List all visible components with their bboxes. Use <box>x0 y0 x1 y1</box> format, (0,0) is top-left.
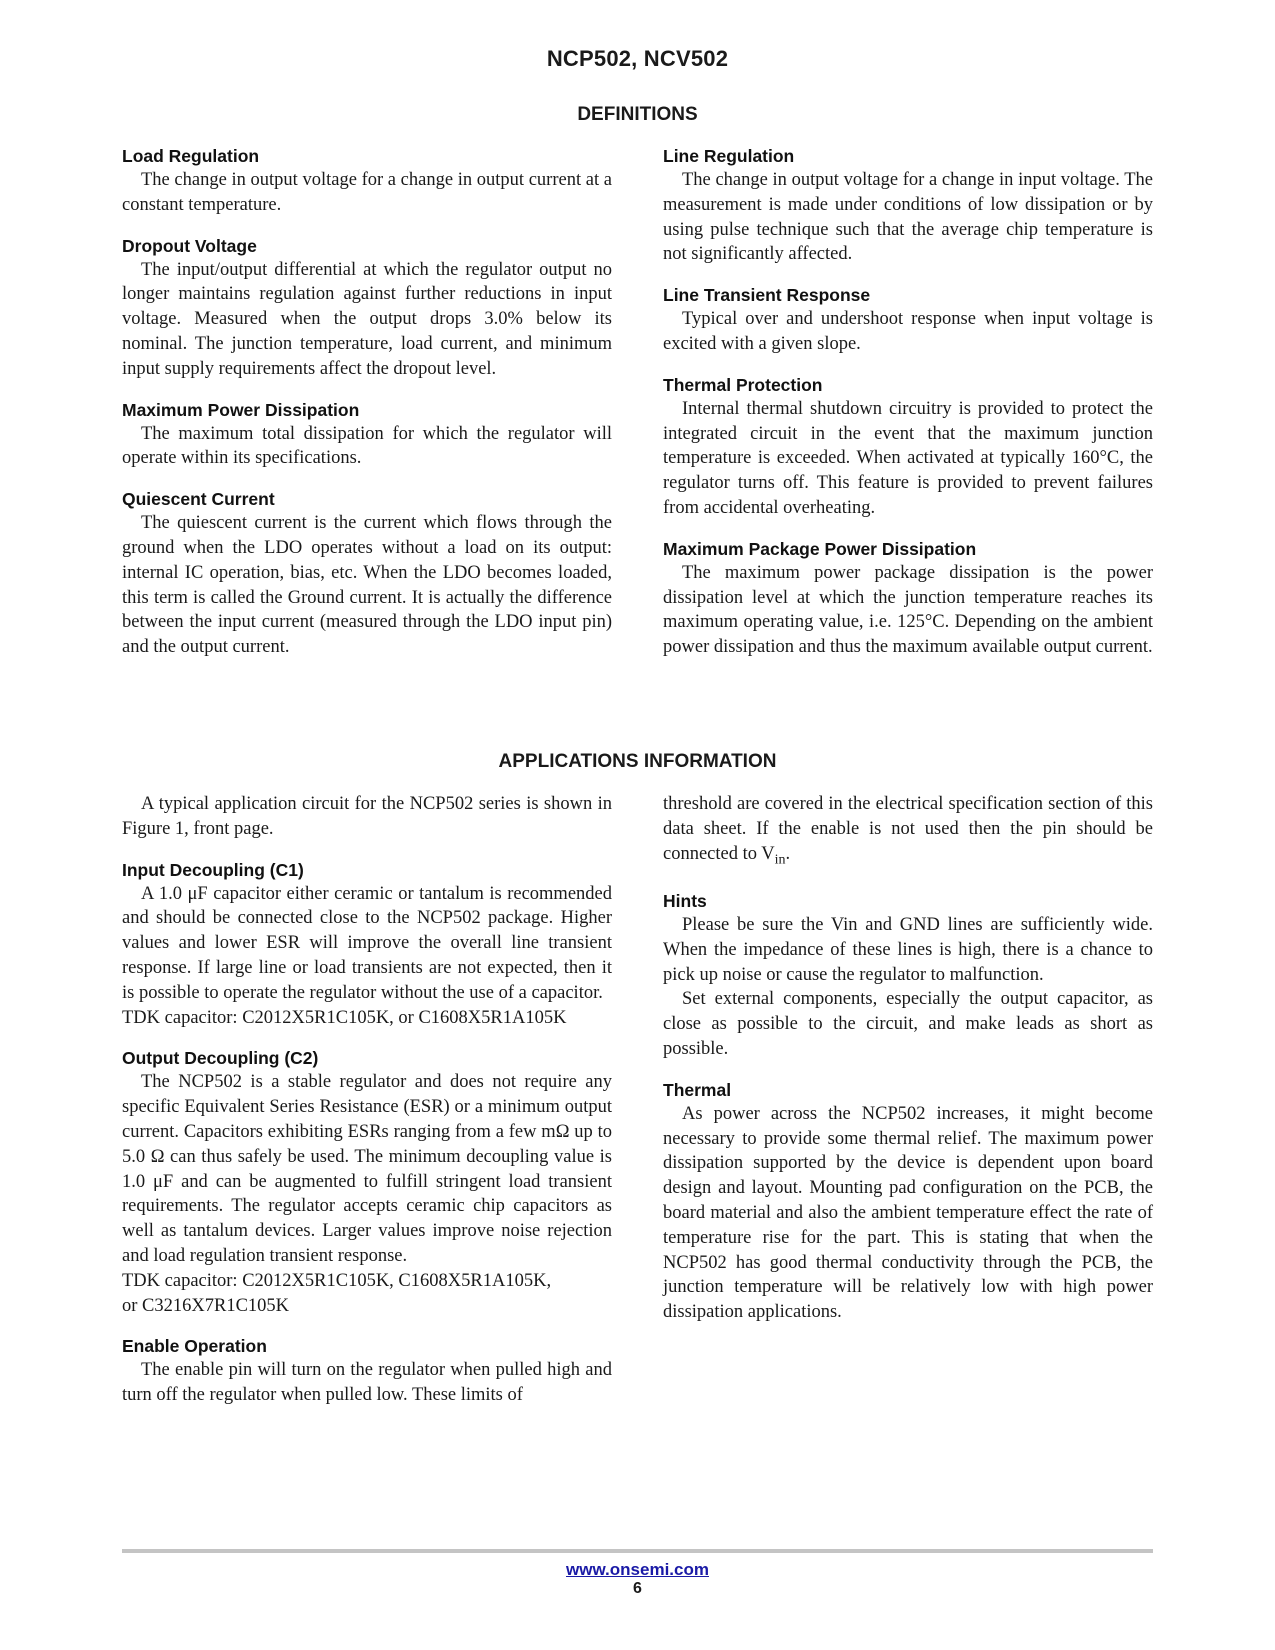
output-decoupling-tdk-line2: or C3216X7R1C105K <box>122 1295 290 1316</box>
definition-text: The input/output differential at which the regulator output no longer maintains regulation against further reductions in input voltage. Measured when the output drops 3.0% below its nominal. The junction temperature, load current, and minimum input supply requirements affect the dropout level. <box>122 259 612 379</box>
definition-heading: Line Regulation <box>663 146 795 166</box>
footer-divider <box>122 1549 1153 1553</box>
definition-maximum-power-dissipation <box>122 398 612 472</box>
definitions-title: DEFINITIONS <box>577 104 698 125</box>
enable-operation-text: The enable pin will turn on the regulator when pulled high and turn off the regulator when pulled low. These limits of <box>122 1360 612 1406</box>
enable-continued-end: . <box>785 843 791 864</box>
definition-thermal-protection <box>663 373 1153 521</box>
enable-continued-main: threshold are covered in the electrical specification section of this data sheet. If the enable is not used then the pin should be connected to V <box>663 794 1153 864</box>
thermal-section <box>663 1078 1153 1325</box>
definition-text: The maximum power package dissipation is the power dissipation level at which the junction temperature reaches its maximum operating value, i.e. 125°C. Depending on the ambient power dissipation and thus the maximum available output current. <box>663 562 1153 658</box>
intro-text: A typical application circuit for the NCP502 series is shown in Figure 1, front page. <box>122 794 612 839</box>
definitions-left-column <box>122 144 612 676</box>
applications-left-column <box>122 792 612 1424</box>
definition-text: Internal thermal shutdown circuitry is provided to protect the integrated circuit in the event that the maximum junction temperature is exceeded. When activated at typically 160°C, the regulator turns off. This feature is provided to prevent failures from accidental overheating. <box>663 398 1153 518</box>
hints-para-1: Please be sure the Vin and GND lines are sufficiently wide. When the impedance of these lines is high, there is a chance to pick up noise or cause the regulator to malfunction. <box>663 915 1153 985</box>
input-decoupling-section <box>122 858 612 1031</box>
definition-heading: Dropout Voltage <box>122 235 257 256</box>
enable-operation-section <box>122 1334 612 1408</box>
definition-text: The quiescent current is the current which flows through the ground when the LDO operates without a load on its output: internal IC operation, bias, etc. When the LDO becomes loaded, this term is called the Ground current. It is actually the difference between the input current (measured through the LDO input pin) and the output current. <box>122 513 612 658</box>
output-decoupling-heading: Output Decoupling (C2) <box>122 1048 319 1069</box>
definition-load-regulation <box>122 144 612 218</box>
output-decoupling-tdk-line1: TDK capacitor: C2012X5R1C105K, C1608X5R1A105K, <box>122 1270 552 1291</box>
page-number: 6 <box>633 1580 642 1597</box>
output-decoupling-section <box>122 1046 612 1318</box>
hints-heading: Hints <box>663 891 707 912</box>
applications-intro <box>122 792 612 842</box>
input-decoupling-heading: Input Decoupling (C1) <box>122 859 304 880</box>
applications-title: APPLICATIONS INFORMATION <box>498 751 777 772</box>
definition-quiescent-current <box>122 487 612 660</box>
definition-text: The change in output voltage for a change in input voltage. The measurement is made under conditions of low dissipation or by using pulse technique such that the average chip temperature is not significantly affected. <box>663 170 1153 265</box>
definition-text: The maximum total dissipation for which the regulator will operate within its specifications. <box>122 423 612 469</box>
definition-line-regulation <box>663 144 1153 267</box>
thermal-text: As power across the NCP502 increases, it might become necessary to provide some thermal relief. The maximum power dissipation supported by the device is dependent upon board design and layout. Mounting pad configuration on the PCB, the board material and also the ambient temperature effect the rate of temperature rise for the part. This is stating that when the NCP502 has good thermal conductivity through the PCB, the junction temperature will be relatively low with high power dissipation applications. <box>663 1103 1153 1323</box>
definition-text: The change in output voltage for a change in output current at a constant temperature. <box>122 170 612 215</box>
enable-operation-continued-text <box>663 792 1153 873</box>
definition-heading: Thermal Protection <box>663 374 823 395</box>
definition-line-transient-response <box>663 283 1153 357</box>
definition-heading: Maximum Power Dissipation <box>122 399 360 420</box>
enable-operation-heading: Enable Operation <box>122 1336 267 1357</box>
hints-section <box>663 889 1153 1062</box>
input-decoupling-text: A 1.0 μF capacitor either ceramic or tantalum is recommended and should be connected close to the NCP502 package. Higher values and lower ESR will improve the overall line transient response. If large line or load transients are not expected, then it is possible to operate the regulator without the use of a capacitor. <box>122 883 612 1003</box>
page-title: NCP502, NCV502 <box>546 46 729 71</box>
applications-right-column <box>663 792 1153 1341</box>
input-decoupling-tdk: TDK capacitor: C2012X5R1C105K, or C1608X5R1A105K <box>122 1007 567 1028</box>
definition-heading: Load Regulation <box>122 146 260 166</box>
definition-heading: Line Transient Response <box>663 285 871 306</box>
thermal-heading: Thermal <box>663 1079 732 1100</box>
definition-heading: Maximum Package Power Dissipation <box>663 538 977 559</box>
definition-text: Typical over and undershoot response when input voltage is excited with a given slope. <box>663 309 1153 354</box>
definitions-right-column <box>663 144 1153 676</box>
hints-para-2: Set external components, especially the output capacitor, as close as possible to the circuit, and make leads as short as possible. <box>663 989 1153 1060</box>
output-decoupling-text: The NCP502 is a stable regulator and does not require any specific Equivalent Series Resistance (ESR) or a minimum output current. Capacitors exhibiting ESRs ranging from a few mΩ up to 5.0 Ω can thus safely be used. The minimum decoupling value is 1.0 μF and can be augmented to fulfill stringent load transient requirements. The regulator accepts ceramic chip capacitors as well as tantalum devices. Larger values improve noise rejection and load regulation transient response. <box>122 1072 612 1266</box>
enable-operation-continued <box>663 792 1153 873</box>
footer-link-container <box>0 1560 1275 1580</box>
definition-dropout-voltage <box>122 234 612 382</box>
definition-maximum-package-power-dissipation <box>663 537 1153 660</box>
website-link[interactable]: www.onsemi.com <box>566 1560 709 1579</box>
vin-subscript: in <box>774 852 786 868</box>
definition-heading: Quiescent Current <box>122 489 275 510</box>
